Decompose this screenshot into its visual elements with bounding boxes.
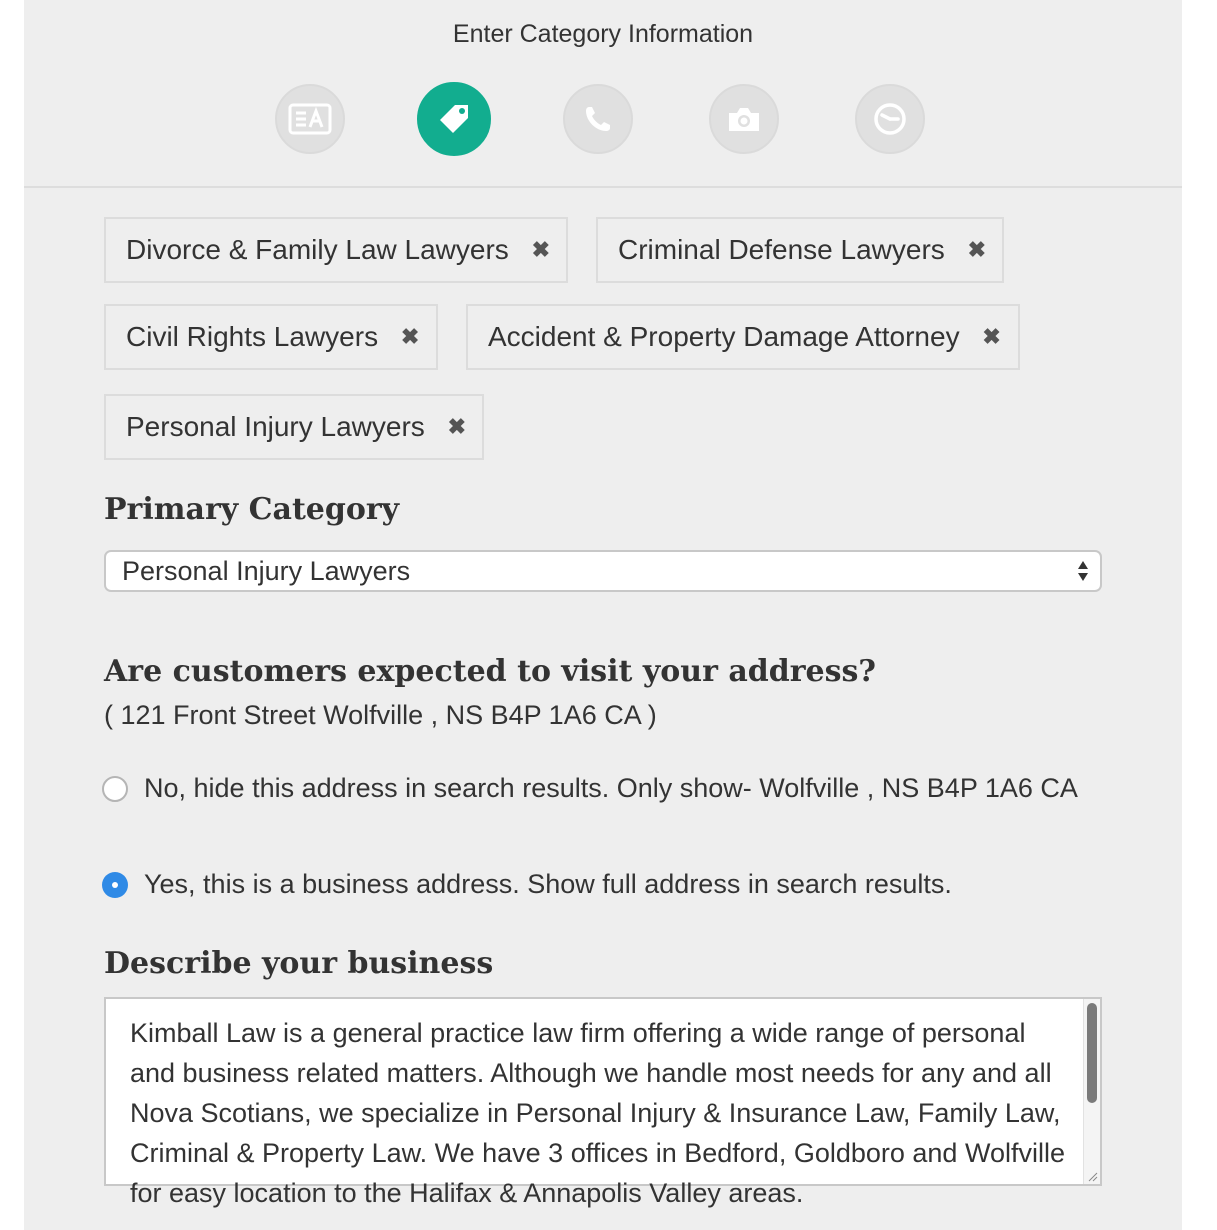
header-divider (24, 186, 1182, 188)
category-tag (596, 217, 1004, 283)
description-textarea[interactable] (104, 997, 1102, 1208)
tag-label: Civil Rights Lawyers (126, 321, 379, 352)
category-tag (104, 217, 568, 283)
remove-tag-icon[interactable]: ✖ (967, 237, 987, 262)
description-text: Kimball Law is a general practice law firm offering a wide range of personal and business related matters. Although we handle most needs for any and all Nova Scotians, we specialize in Personal Injury & Insurance Law, Family Law, Criminal & Property Law. We have 3 offices in Bedford, Goldboro and Wolfville for easy location to the Halifax & Annapolis Valley areas. (130, 1018, 1065, 1208)
category-form-panel (24, 0, 1182, 1230)
step-contact[interactable] (563, 84, 633, 154)
radio-option-show-address[interactable] (102, 864, 1102, 904)
radio-option-hide-address[interactable] (102, 768, 1102, 808)
address-text: ( 121 Front Street Wolfville , NS B4P 1A6 CA ) (104, 700, 657, 730)
clock-icon (872, 101, 908, 137)
category-tag (466, 304, 1020, 370)
radio-label: Yes, this is a business address. Show full address in search results. (144, 869, 952, 899)
step-category[interactable] (417, 82, 491, 156)
wizard-steps (24, 82, 1182, 158)
category-tag (104, 304, 438, 370)
tag-label: Criminal Defense Lawyers (618, 234, 945, 265)
tag-icon (437, 102, 471, 136)
primary-category-value: Personal Injury Lawyers (122, 556, 411, 586)
primary-category-select[interactable] (104, 550, 1102, 592)
category-tag (104, 394, 484, 460)
step-hours[interactable] (855, 84, 925, 154)
scrollbar-thumb[interactable] (1087, 1003, 1097, 1103)
step-photos[interactable] (709, 84, 779, 154)
wizard-title: Enter Category Information (452, 20, 754, 48)
textarea-scrollbar[interactable] (1083, 999, 1100, 1184)
remove-tag-icon[interactable]: ✖ (531, 237, 550, 262)
step-basic-info[interactable] (275, 84, 345, 154)
description-heading: Describe your business (104, 946, 494, 981)
tag-label: Accident & Property Damage Attorney (488, 321, 960, 352)
radio-button[interactable] (102, 872, 128, 898)
remove-tag-icon[interactable]: ✖ (400, 324, 420, 349)
remove-tag-icon[interactable]: ✖ (982, 324, 1001, 349)
select-arrows-icon (1076, 557, 1090, 585)
remove-tag-icon[interactable]: ✖ (447, 414, 467, 439)
phone-icon (583, 104, 613, 134)
primary-category-heading: Primary Category (104, 492, 400, 527)
radio-label: No, hide this address in search results. Only show- Wolfville , NS B4P 1A6 CA (144, 773, 1078, 803)
id-card-icon (288, 103, 332, 135)
resize-handle-icon[interactable] (1088, 1172, 1098, 1182)
tag-label: Personal Injury Lawyers (126, 411, 425, 442)
camera-icon (726, 104, 762, 134)
visit-question: Are customers expected to visit your address? (104, 654, 876, 689)
tag-label: Divorce & Family Law Lawyers (126, 234, 509, 265)
radio-button[interactable] (102, 776, 128, 802)
